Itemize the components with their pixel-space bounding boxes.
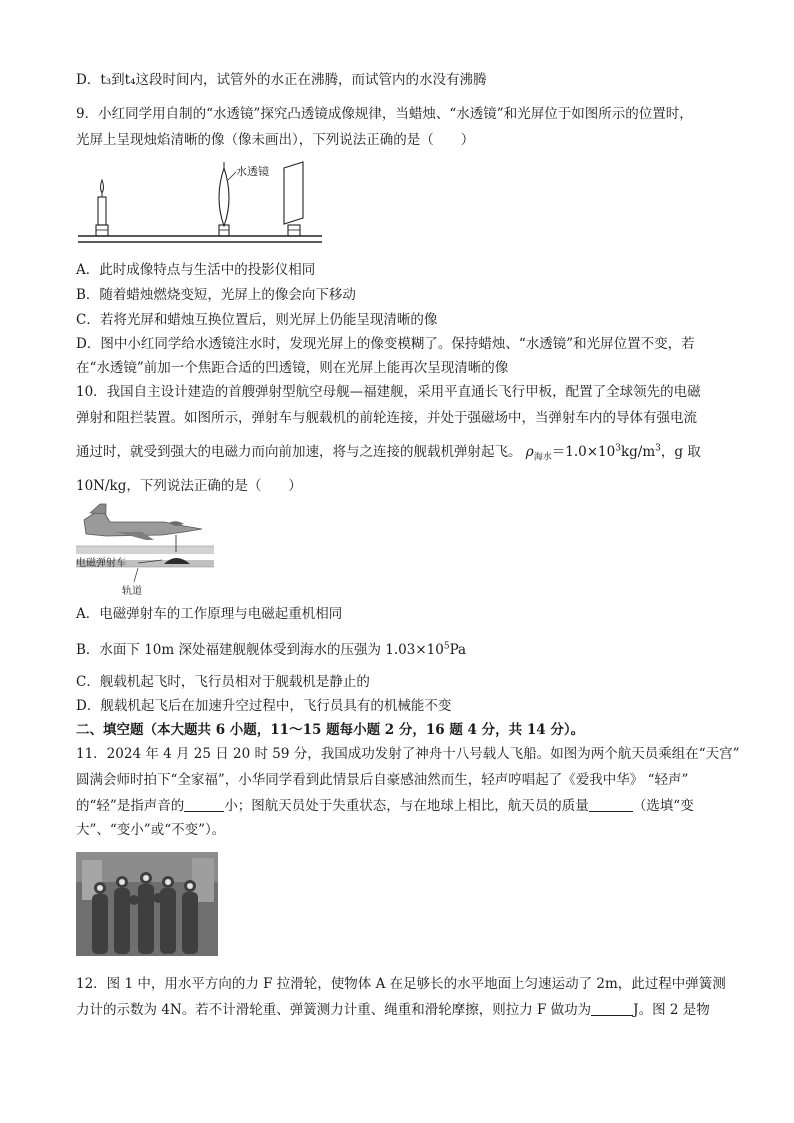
q10-catapult-figure [76,502,216,602]
q9-stem-line2: 光屏上呈现烛焰清晰的像（像未画出），下列说法正确的是（ ） [76,132,475,148]
q9-option-c: C．若将光屏和蜡烛互换位置后，则光屏上仍能呈现清晰的像 [76,312,438,328]
q9-option-d-line1: D．图中小红同学给水透镜注水时，发现光屏上的像变模糊了。保持蜡烛、“水透镜”和光屏位置不变，若 [76,336,695,352]
q9-option-d-line2: 在“水透镜”前加一个焦距合适的凹透镜，则在光屏上能再次呈现清晰的像 [76,360,509,376]
q8-option-d: D．t₃到t₄这段时间内，试管外的水正在沸腾，而试管内的水没有沸腾 [76,72,487,88]
catapult-car-label: 电磁弹射车 [76,558,126,569]
q9-option-b: B．随着蜡烛燃烧变短，光屏上的像会向下移动 [76,287,356,303]
q10-stem-line4: 10N/kg，下列说法正确的是（ ） [76,478,302,494]
q12-blank-1[interactable] [591,1001,633,1016]
q10-stem-line1: 10．我国自主设计建造的首艘弹射型航空母舰—福建舰，采用平直通长飞行甲板，配置了全球领先的电磁 [76,384,701,400]
q10-option-b: B．水面下 10m 深处福建舰舰体受到海水的压强为 $1.03\times 10^5Pa$ [76,641,467,658]
q10-stem-line3: 通过时，就受到强大的电磁力而向前加速，将与之连接的舰载机弹射起飞。 $\rho_{海水}=1.0\times 10^3kg/m^3$，g 取 [76,443,701,463]
section-2-title: 二、填空题（本大题共 6 小题，11～15 题每小题 2 分，16 题 4 分，共 14 分）。 [76,722,585,738]
q10-option-a: A．电磁弹射车的工作原理与电磁起重机相同 [76,606,343,622]
q11-line1: 11．2024 年 4 月 25 日 20 时 59 分，我国成功发射了神舟十八号载人飞船。如图为两个航天员乘组在“天宫” [76,746,740,762]
q11-line3: 的“轻”是指声音的 小；图航天员处于失重状态，与在地球上相比，航天员的质量 （选填“变 [76,798,694,814]
q10-option-c: C．舰载机起飞时，飞行员相对于舰载机是静止的 [76,674,370,690]
q11-blank-1[interactable] [184,797,224,812]
q9-water-lens-figure [76,160,326,246]
water-lens-label: 水透镜 [236,165,269,178]
fighter-jet-icon [84,504,202,552]
q11-line4: 大”、“变小”或“不变”）。 [76,822,226,838]
q10-stem-line2: 弹射和阻拦装置。如图所示，弹射车与舰载机的前轮连接，并处于强磁场中，当弹射车内的导体有强电流 [76,410,697,426]
q12-line1: 12．图 1 中，用水平方向的力 F 拉滑轮，使物体 A 在足够长的水平地面上匀速运动了 2m，此过程中弹簧测 [76,976,726,992]
astronauts-photo [76,852,218,956]
q11-line2: 圆满会师时拍下“全家福”，小华同学看到此情景后自豪感油然而生，轻声哼唱起了《爱我中华》 “轻声” [76,772,689,788]
q12-line2: 力计的示数为 4N。若不计滑轮重、弹簧测力计重、绳重和滑轮摩擦，则拉力 F 做功为 J。图 2 是物 [76,1002,710,1018]
q11-blank-2[interactable] [589,797,633,812]
q10-option-d: D．舰载机起飞后在加速升空过程中，飞行员具有的机械能不变 [76,698,452,714]
rho-symbol: ρ [525,444,534,460]
q9-stem-line1: 9．小红同学用自制的“水透镜”探究凸透镜成像规律，当蜡烛、“水透镜”和光屏位于如图所示的位置时， [76,106,693,122]
rho-subscript: 海水 [533,452,552,463]
water-lens-icon [219,162,236,236]
light-screen-icon [284,162,303,236]
track-label: 轨道 [122,586,142,597]
candle-icon [96,180,108,236]
q9-option-a: A．此时成像特点与生活中的投影仪相同 [76,262,316,278]
